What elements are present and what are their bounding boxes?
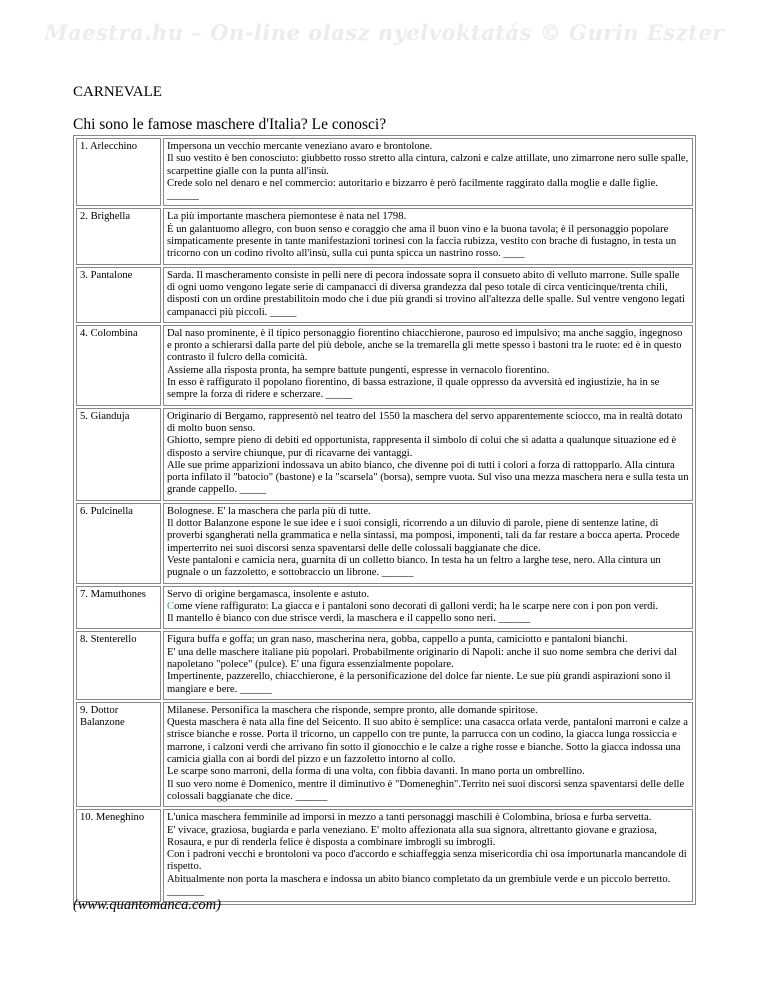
mask-description bbox=[163, 631, 693, 699]
mask-name: 1. Arlecchino bbox=[76, 138, 161, 206]
mask-description bbox=[163, 809, 693, 902]
description-line: Crede solo nel denaro e nel commercio: autoritario e bizzarro è però facilmente raggirato dalla moglie e dalle figlie. ______ bbox=[167, 177, 658, 202]
table-row bbox=[76, 586, 693, 630]
description-line: Il suo vero nome è Domenico, mentre il diminutivo è "Domeneghin".Territo nei suoi discorsi senza spaventarsi delle delle colossali baggianate che dice. ______ bbox=[167, 778, 685, 802]
accent-letter: C bbox=[167, 600, 175, 612]
description-line: Assieme alla risposta pronta, ha sempre battute pungenti, espresse in vernacolo fiorentino. bbox=[167, 364, 550, 376]
description-line: Bolognese. E' la maschera che parla più di tutte. bbox=[167, 505, 371, 517]
table-row bbox=[76, 809, 693, 902]
mask-description bbox=[163, 208, 693, 264]
table-row bbox=[76, 503, 693, 584]
description-line: E' una delle maschere italiane più popolari. Probabilmente originario di Napoli: anche il suo nome sembra che derivi dal napoletano "polece" (pulce). E' una figura essenzialmente popolare. bbox=[167, 646, 677, 670]
mask-description bbox=[163, 138, 693, 206]
mask-name: 2. Brighella bbox=[76, 208, 161, 264]
description-line: Con i padroni vecchi e brontoloni va poco d'accordo e schiaffeggia senza misericordia chi osa importunarla mancandole di rispetto. bbox=[167, 849, 687, 873]
description-line-rest: ome viene raffigurato: La giacca e i pantaloni sono decorati di galloni verdi; ha le scarpe nere con i pon pon verdi. bbox=[174, 600, 659, 612]
description-line: Impersona un vecchio mercante veneziano avaro e brontolone. bbox=[167, 141, 433, 152]
description-line: Ghiotto, sempre pieno di debiti ed opportunista, rappresenta il simbolo di colui che si adatta a qualunque situazione ed è disposto a servire chiunque, pur di ricavarne dei vantaggi. bbox=[167, 435, 677, 459]
description-line: Figura buffa e goffa; un gran naso, mascherina nera, gobba, cappello a punta, camiciotto e pantaloni bianchi. bbox=[167, 634, 628, 646]
description-line: Le scarpe sono marroni, della forma di una volta, con fibbia davanti. In mano porta un ombrellino. bbox=[167, 766, 585, 778]
page-subtitle: Chi sono le famose maschere d'Italia? Le conosci? bbox=[73, 116, 387, 133]
description-line: E' vivace, graziosa, bugiarda e parla veneziano. E' molto affezionata alla sua signora, altrettanto giovane e graziosa, Rosaura, e pur di renderla felice è disposta a combinare imbrogli su imbrogli. bbox=[167, 824, 657, 848]
description-line: Originario di Bergamo, rappresentò nel teatro del 1550 la maschera del servo apparentemente sciocco, ma in realtà dotato di molto buon senso. bbox=[167, 410, 683, 434]
mask-description bbox=[163, 267, 693, 323]
table-row bbox=[76, 267, 693, 323]
table-row bbox=[76, 208, 693, 264]
mask-name: 9. Dottor Balanzone bbox=[76, 702, 161, 807]
mask-description bbox=[163, 586, 693, 630]
description-line: La più importante maschera piemontese è nata nel 1798. bbox=[167, 211, 407, 223]
description-line: Il dottor Balanzone espone le sue idee e i suoi consigli, ricorrendo a un diluvio di parole, piene di sentenze latine, di proverbi sgangherati nella grammatica e nella sintassi, ma pomposi, imponenti, tali da far restare a bocca aperta. Procede imperterrito nei suoi discorsi senza spaventarsi delle delle colossali baggianate che dice. bbox=[167, 518, 680, 554]
mask-name: 10. Meneghino bbox=[76, 809, 161, 902]
description-line bbox=[167, 601, 689, 613]
page-title: CARNEVALE bbox=[73, 84, 162, 100]
description-line: Alle sue prime apparizioni indossava un abito bianco, che divenne poi di tutti i colori a forza di rattopparlo. Alla cintura porta infilato il "batocio" (bastone) e la "scarsela" (borsa), sempre vuota. Sul viso una mezza maschera nera e sulla testa un grande cappello. _____ bbox=[167, 459, 689, 496]
watermark-text: Maestra.hu – On-line olasz nyelvoktatás © Gurin Eszter bbox=[44, 20, 724, 45]
mask-description bbox=[163, 503, 693, 584]
source-citation: (www.quantomanca.com) bbox=[73, 897, 221, 913]
table-row bbox=[76, 408, 693, 501]
table-row bbox=[76, 138, 693, 206]
description-line: Impertinente, pazzerello, chiacchierone, è la personificazione del dolce far niente. Le sue più grandi aspirazioni sono il mangiare e bere. ______ bbox=[167, 671, 671, 695]
description-line: L'unica maschera femminile ad imporsi in mezzo a tanti personaggi maschili è Colombina, briosa e furba servetta. bbox=[167, 812, 652, 824]
mask-name: 7. Mamuthones bbox=[76, 586, 161, 630]
description-line: Milanese. Personifica la maschera che risponde, sempre pronto, alle domande spiritose. bbox=[167, 704, 538, 716]
mask-name: 4. Colombina bbox=[76, 325, 161, 406]
mask-name: 8. Stenterello bbox=[76, 631, 161, 699]
table-row bbox=[76, 631, 693, 699]
description-line: É un galantuomo allegro, con buon senso e coraggio che ama il buon vino e la buona tavola; è il personaggio popolare simpaticamente presente in tante manifestazioni torinesi con la faccia rubizza, vestito con brache di fustagno, in testa un tricorno con un codino rivolto all'insù, sulla cui punta spicca un nastrino rosso. ____ bbox=[167, 223, 677, 260]
mask-name: 3. Pantalone bbox=[76, 267, 161, 323]
description-line: Questa maschera è nata alla fine del Seicento. Il suo abito è semplice: una casacca orlata verde, pantaloni marroni e calze a strisce bianche e rosse. Porta il tricorno, un cappello con tre punte, la parrucca con un codino, la giacca lunga rossiccia e marrone, i calzoni verdi che arrivano fin sotto il gionocchio e le calze a righe rosse e bianche. Sotto la giacca indossa una camicia gialla con ai bordi del pizzo e un fazzoletto intorno al collo. bbox=[167, 717, 688, 766]
table-row bbox=[76, 702, 693, 807]
description-line: Veste pantaloni e camicia nera, guarnita di un colletto bianco. In testa ha un feltro a larghe tese, nero. Alla cintura un pugnale o un fazzoletto, e sottobraccio un librone. ______ bbox=[167, 554, 661, 579]
mask-description bbox=[163, 408, 693, 501]
description-line: Dal naso prominente, è il tipico personaggio fiorentino chiacchierone, pauroso ed impulsivo; ma anche saggio, ingegnoso e pronto a schierarsi dalla parte del più debole, anche se la tremarella gli mette spesso i bastoni tra le ruote: ed è in questo contrasto il fulcro della comicità. bbox=[167, 327, 683, 364]
description-line: Servo di origine bergamasca, insolente e astuto. bbox=[167, 588, 370, 600]
description-line: Abitualmente non porta la maschera e indossa un abito bianco completato da un grembiule verde e un piccolo berretto. _______ bbox=[167, 873, 671, 898]
description-line: Il mantello è bianco con due strisce verdi, la maschera e il cappello sono neri. ______ bbox=[167, 613, 531, 625]
mask-description bbox=[163, 702, 693, 807]
table-row bbox=[76, 325, 693, 406]
mask-name: 6. Pulcinella bbox=[76, 503, 161, 584]
mask-description bbox=[163, 325, 693, 406]
description-line: Il suo vestito è ben conosciuto: giubbetto rosso stretto alla cintura, calzoni e calze attillate, uno zimarrone nero sulle spalle, scarpettine gialle con la punta all'insù. bbox=[167, 153, 689, 177]
description-line: Sarda. Il mascheramento consiste in pelli nere di pecora indossate sopra il consueto abito di velluto marrone. Sulle spalle di ogni uomo vengono legate serie di campanacci di diversa grandezza dal peso totale di circa venticinque/trenta chili, disposti con un ordine prestabilitoin modo che i due più grandi si trovino all'altezza delle spalle. Sul ventre vengono legati campanacci più piccoli. _____ bbox=[167, 269, 685, 318]
masks-table bbox=[73, 135, 696, 905]
mask-name: 5. Gianduja bbox=[76, 408, 161, 501]
description-line: In esso è raffigurato il popolano fiorentino, di bassa estrazione, il quale oppresso da avversità ed ingiustizie, ha in se sempre la forza di ridere e scherzare. _____ bbox=[167, 377, 660, 401]
